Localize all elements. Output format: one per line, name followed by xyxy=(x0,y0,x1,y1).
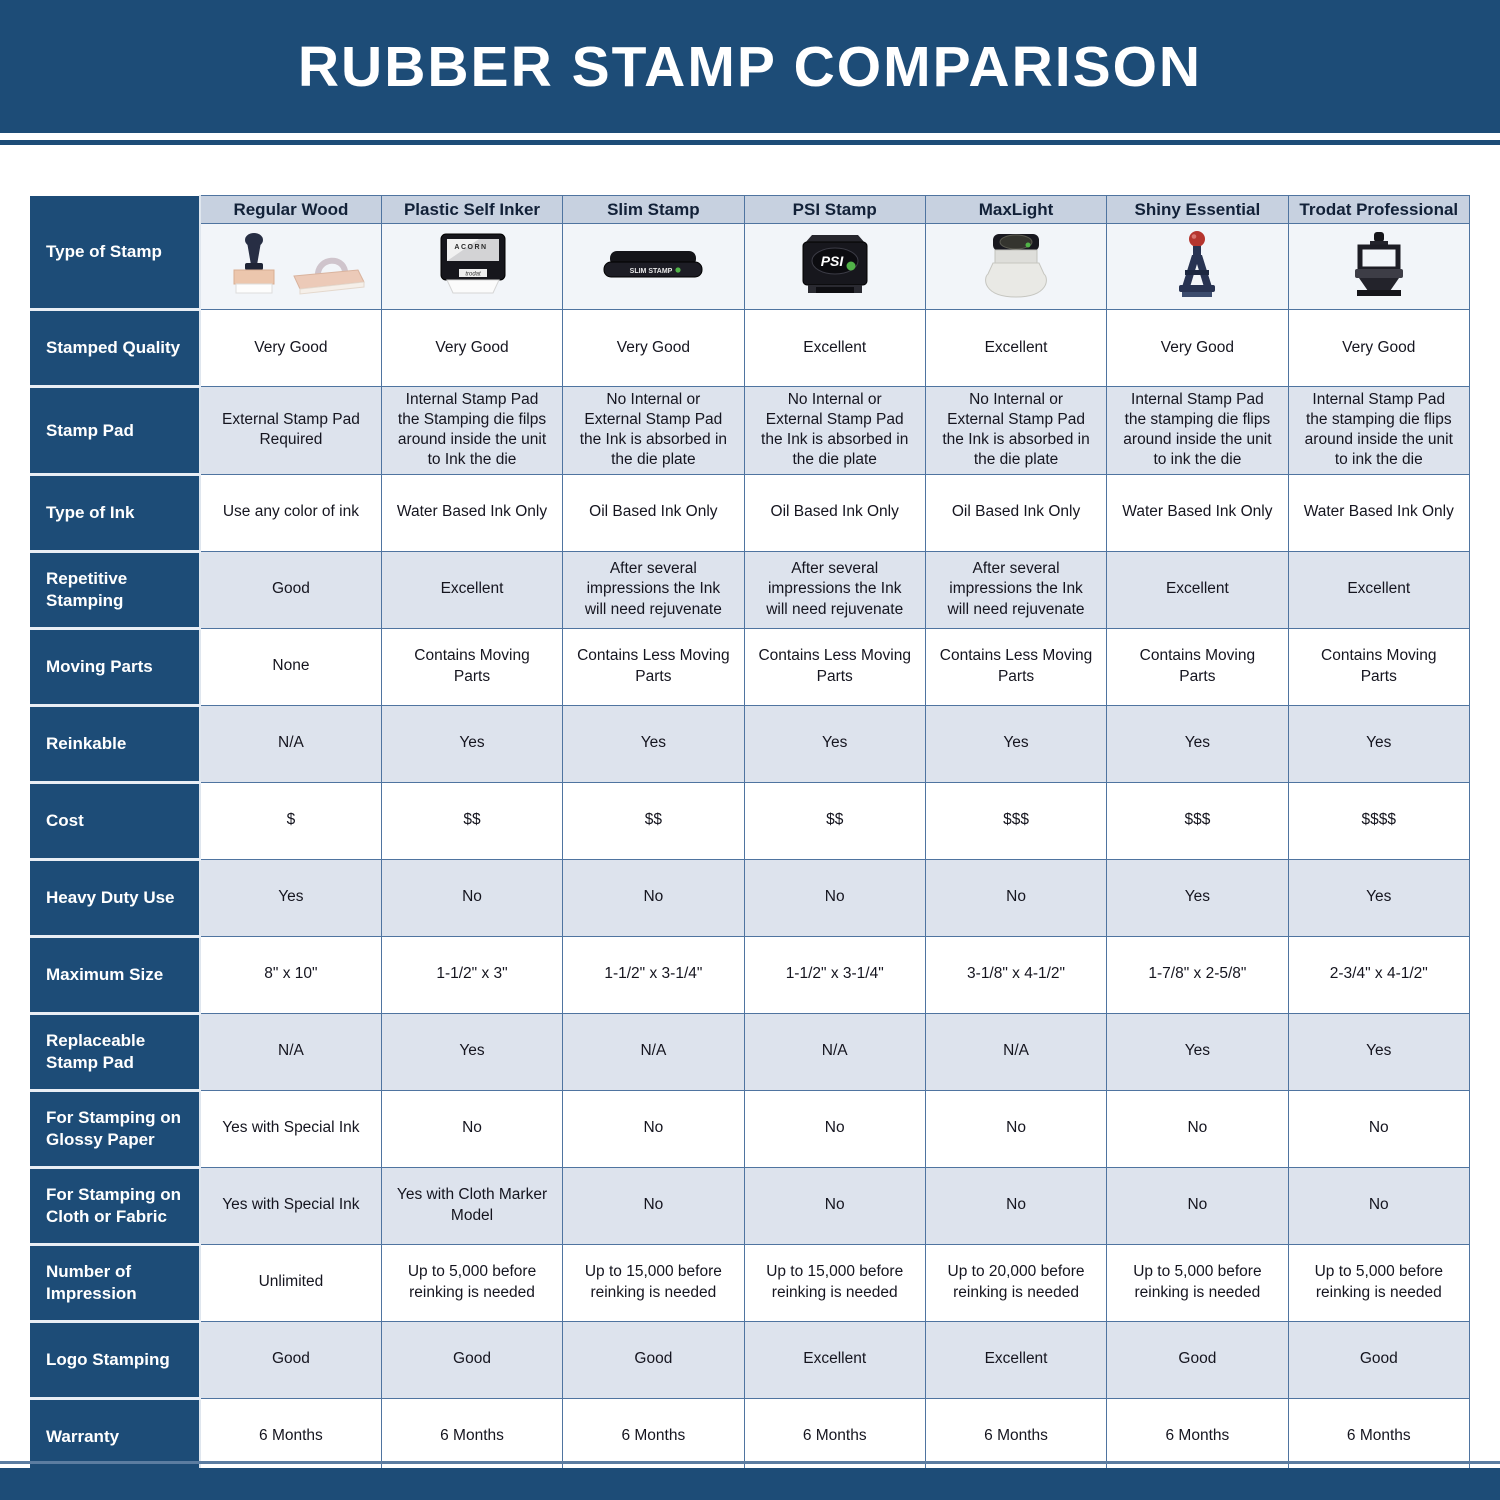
table-cell: Excellent xyxy=(381,551,562,628)
table-cell: Up to 5,000 before reinking is needed xyxy=(1288,1244,1469,1321)
table-row-replaceable-stamp-pad xyxy=(30,1013,1470,1090)
table-cell: Yes xyxy=(381,705,562,782)
svg-text:PSI: PSI xyxy=(820,252,843,269)
table-cell: After several impressions the Ink will need rejuvenate xyxy=(563,551,744,628)
plastic-self-inker-stamp-cell xyxy=(381,224,562,310)
table-cell: Good xyxy=(1288,1321,1469,1398)
table-cell: 6 Months xyxy=(200,1398,381,1475)
table-cell: Very Good xyxy=(563,310,744,387)
column-header-row xyxy=(30,196,1470,224)
table-cell: Contains Moving Parts xyxy=(1288,628,1469,705)
table-cell: No xyxy=(381,1090,562,1167)
table-cell: Excellent xyxy=(744,310,925,387)
table-cell: Yes xyxy=(1107,705,1288,782)
table-cell: Good xyxy=(1107,1321,1288,1398)
table-cell: $$ xyxy=(381,782,562,859)
table-cell: 3-1/8" x 4-1/2" xyxy=(925,936,1106,1013)
table-cell: No xyxy=(1107,1090,1288,1167)
row-label: Moving Parts xyxy=(30,628,200,705)
table-cell: N/A xyxy=(563,1013,744,1090)
table-row-type-of-ink xyxy=(30,474,1470,551)
table-cell: $$ xyxy=(744,782,925,859)
table-cell: Yes xyxy=(1288,1013,1469,1090)
table-cell: Very Good xyxy=(200,310,381,387)
stamp-images-row xyxy=(30,224,1470,310)
table-cell: No xyxy=(1288,1167,1469,1244)
maxlight-stamp-cell xyxy=(925,224,1106,310)
table-cell: Yes xyxy=(381,1013,562,1090)
table-row-stamp-pad xyxy=(30,387,1470,475)
table-cell: Water Based Ink Only xyxy=(1288,474,1469,551)
table-cell: $ xyxy=(200,782,381,859)
table-cell: Excellent xyxy=(925,1321,1106,1398)
table-cell: After several impressions the Ink will need rejuvenate xyxy=(744,551,925,628)
table-cell: External Stamp Pad Required xyxy=(200,387,381,475)
table-cell: N/A xyxy=(744,1013,925,1090)
table-cell: Very Good xyxy=(1288,310,1469,387)
table-cell: Up to 5,000 before reinking is needed xyxy=(1107,1244,1288,1321)
table-cell: Excellent xyxy=(744,1321,925,1398)
plastic-self-inker-stamp-image xyxy=(387,229,557,305)
table-cell: $$$ xyxy=(1107,782,1288,859)
table-cell: Good xyxy=(200,1321,381,1398)
table-cell: 1-1/2" x 3-1/4" xyxy=(744,936,925,1013)
table-cell: Unlimited xyxy=(200,1244,381,1321)
table-cell: N/A xyxy=(925,1013,1106,1090)
comparison-table xyxy=(30,195,1470,1477)
table-cell: 2-3/4" x 4-1/2" xyxy=(1288,936,1469,1013)
table-cell: $$$$ xyxy=(1288,782,1469,859)
table-cell: No xyxy=(381,859,562,936)
table-cell: No Internal or External Stamp Pad the Ink is absorbed in the die plate xyxy=(744,387,925,475)
table-cell: Up to 5,000 before reinking is needed xyxy=(381,1244,562,1321)
comparison-table-wrap xyxy=(30,195,1470,1477)
table-cell: No xyxy=(563,859,744,936)
table-cell: Internal Stamp Pad the Stamping die filps around inside the unit to Ink the die xyxy=(381,387,562,475)
table-row-maximum-size xyxy=(30,936,1470,1013)
row-label: Number of Impression xyxy=(30,1244,200,1321)
row-label: Cost xyxy=(30,782,200,859)
page-title: RUBBER STAMP COMPARISON xyxy=(297,34,1203,99)
row-label: Maximum Size xyxy=(30,936,200,1013)
trodat-professional-stamp-image xyxy=(1294,229,1464,305)
table-row-repetitive-stamping xyxy=(30,551,1470,628)
row-label: Stamped Quality xyxy=(30,310,200,387)
table-cell: N/A xyxy=(200,705,381,782)
table-cell: Oil Based Ink Only xyxy=(744,474,925,551)
row-label: Stamp Pad xyxy=(30,387,200,475)
table-cell: Good xyxy=(200,551,381,628)
table-cell: No xyxy=(925,859,1106,936)
table-cell: 6 Months xyxy=(1288,1398,1469,1475)
column-header-maxlight: MaxLight xyxy=(925,196,1106,224)
row-label: Warranty xyxy=(30,1398,200,1475)
trodat-professional-stamp-cell xyxy=(1288,224,1469,310)
table-cell: $$ xyxy=(563,782,744,859)
row-label: Type of Ink xyxy=(30,474,200,551)
table-cell: 6 Months xyxy=(381,1398,562,1475)
table-cell: 1-1/2" x 3-1/4" xyxy=(563,936,744,1013)
table-cell: No xyxy=(1288,1090,1469,1167)
table-row-moving-parts xyxy=(30,628,1470,705)
table-cell: No Internal or External Stamp Pad the Ink is absorbed in the die plate xyxy=(925,387,1106,475)
table-row-heavy-duty-use xyxy=(30,859,1470,936)
table-row-cost xyxy=(30,782,1470,859)
psi-stamp-image xyxy=(750,229,920,305)
row-label: Replaceable Stamp Pad xyxy=(30,1013,200,1090)
table-cell: Up to 20,000 before reinking is needed xyxy=(925,1244,1106,1321)
column-header-shiny-essential: Shiny Essential xyxy=(1107,196,1288,224)
row-label: Reinkable xyxy=(30,705,200,782)
row-label: Logo Stamping xyxy=(30,1321,200,1398)
regular-wood-stamp-image xyxy=(206,229,376,305)
table-cell: No xyxy=(1107,1167,1288,1244)
table-cell: Contains Moving Parts xyxy=(381,628,562,705)
table-cell: Contains Less Moving Parts xyxy=(744,628,925,705)
table-cell: No Internal or External Stamp Pad the Ink is absorbed in the die plate xyxy=(563,387,744,475)
row-label: For Stamping on Cloth or Fabric xyxy=(30,1167,200,1244)
svg-text:ACORN: ACORN xyxy=(454,243,488,251)
table-cell: Yes with Special Ink xyxy=(200,1167,381,1244)
shiny-essential-stamp-cell xyxy=(1107,224,1288,310)
regular-wood-stamp-cell xyxy=(200,224,381,310)
footer-divider-line xyxy=(0,1461,1500,1464)
svg-text:trodat: trodat xyxy=(465,271,481,277)
table-cell: Yes xyxy=(744,705,925,782)
table-cell: Very Good xyxy=(381,310,562,387)
row-label: Heavy Duty Use xyxy=(30,859,200,936)
table-cell: No xyxy=(925,1090,1106,1167)
slim-stamp-cell xyxy=(563,224,744,310)
table-cell: Internal Stamp Pad the stamping die flips around inside the unit to ink the die xyxy=(1288,387,1469,475)
table-cell: Excellent xyxy=(925,310,1106,387)
table-row-number-of-impression xyxy=(30,1244,1470,1321)
table-cell: Excellent xyxy=(1288,551,1469,628)
table-row-reinkable xyxy=(30,705,1470,782)
banner-divider-line xyxy=(0,140,1500,145)
table-cell: 6 Months xyxy=(1107,1398,1288,1475)
table-cell: No xyxy=(563,1167,744,1244)
table-cell: 6 Months xyxy=(925,1398,1106,1475)
row-label: For Stamping on Glossy Paper xyxy=(30,1090,200,1167)
table-cell: 6 Months xyxy=(563,1398,744,1475)
table-row-glossy-paper xyxy=(30,1090,1470,1167)
slim-stamp-image xyxy=(568,229,738,305)
table-cell: Excellent xyxy=(1107,551,1288,628)
table-cell: After several impressions the Ink will need rejuvenate xyxy=(925,551,1106,628)
column-header-plastic-self-inker: Plastic Self Inker xyxy=(381,196,562,224)
table-cell: Up to 15,000 before reinking is needed xyxy=(563,1244,744,1321)
table-cell: Yes xyxy=(1107,859,1288,936)
table-cell: Water Based Ink Only xyxy=(1107,474,1288,551)
column-header-trodat-professional: Trodat Professional xyxy=(1288,196,1469,224)
table-cell: 1-1/2" x 3" xyxy=(381,936,562,1013)
svg-text:SLIM STAMP: SLIM STAMP xyxy=(630,267,673,275)
table-cell: Oil Based Ink Only xyxy=(563,474,744,551)
table-cell: Yes with Special Ink xyxy=(200,1090,381,1167)
table-cell: Yes xyxy=(1288,705,1469,782)
table-cell: Contains Moving Parts xyxy=(1107,628,1288,705)
table-cell: No xyxy=(925,1167,1106,1244)
table-cell: Contains Less Moving Parts xyxy=(563,628,744,705)
table-cell: $$$ xyxy=(925,782,1106,859)
table-cell: Yes with Cloth Marker Model xyxy=(381,1167,562,1244)
table-cell: No xyxy=(563,1090,744,1167)
table-cell: Yes xyxy=(563,705,744,782)
table-cell: Up to 15,000 before reinking is needed xyxy=(744,1244,925,1321)
table-cell: 8" x 10" xyxy=(200,936,381,1013)
table-cell: No xyxy=(744,1090,925,1167)
row-label-type-of-stamp: Type of Stamp xyxy=(30,196,200,310)
table-cell: Yes xyxy=(1107,1013,1288,1090)
title-banner xyxy=(0,0,1500,133)
table-cell: Contains Less Moving Parts xyxy=(925,628,1106,705)
column-header-slim-stamp: Slim Stamp xyxy=(563,196,744,224)
table-row-cloth-or-fabric xyxy=(30,1167,1470,1244)
column-header-psi-stamp: PSI Stamp xyxy=(744,196,925,224)
table-row-logo-stamping xyxy=(30,1321,1470,1398)
column-header-regular-wood: Regular Wood xyxy=(200,196,381,224)
maxlight-stamp-image xyxy=(931,229,1101,305)
table-cell: Good xyxy=(381,1321,562,1398)
table-cell: Internal Stamp Pad the stamping die flips around inside the unit to ink the die xyxy=(1107,387,1288,475)
shiny-essential-stamp-image xyxy=(1112,229,1282,305)
table-cell: Yes xyxy=(1288,859,1469,936)
psi-stamp-cell xyxy=(744,224,925,310)
table-cell: Water Based Ink Only xyxy=(381,474,562,551)
table-cell: Use any color of ink xyxy=(200,474,381,551)
table-cell: Good xyxy=(563,1321,744,1398)
table-cell: Yes xyxy=(200,859,381,936)
table-cell: 1-7/8" x 2-5/8" xyxy=(1107,936,1288,1013)
table-cell: No xyxy=(744,859,925,936)
table-cell: None xyxy=(200,628,381,705)
row-label: Repetitive Stamping xyxy=(30,551,200,628)
table-cell: Very Good xyxy=(1107,310,1288,387)
table-cell: Oil Based Ink Only xyxy=(925,474,1106,551)
table-cell: 6 Months xyxy=(744,1398,925,1475)
footer-bar xyxy=(0,1468,1500,1500)
table-row-stamped-quality xyxy=(30,310,1470,387)
table-cell: Yes xyxy=(925,705,1106,782)
table-cell: No xyxy=(744,1167,925,1244)
table-cell: N/A xyxy=(200,1013,381,1090)
